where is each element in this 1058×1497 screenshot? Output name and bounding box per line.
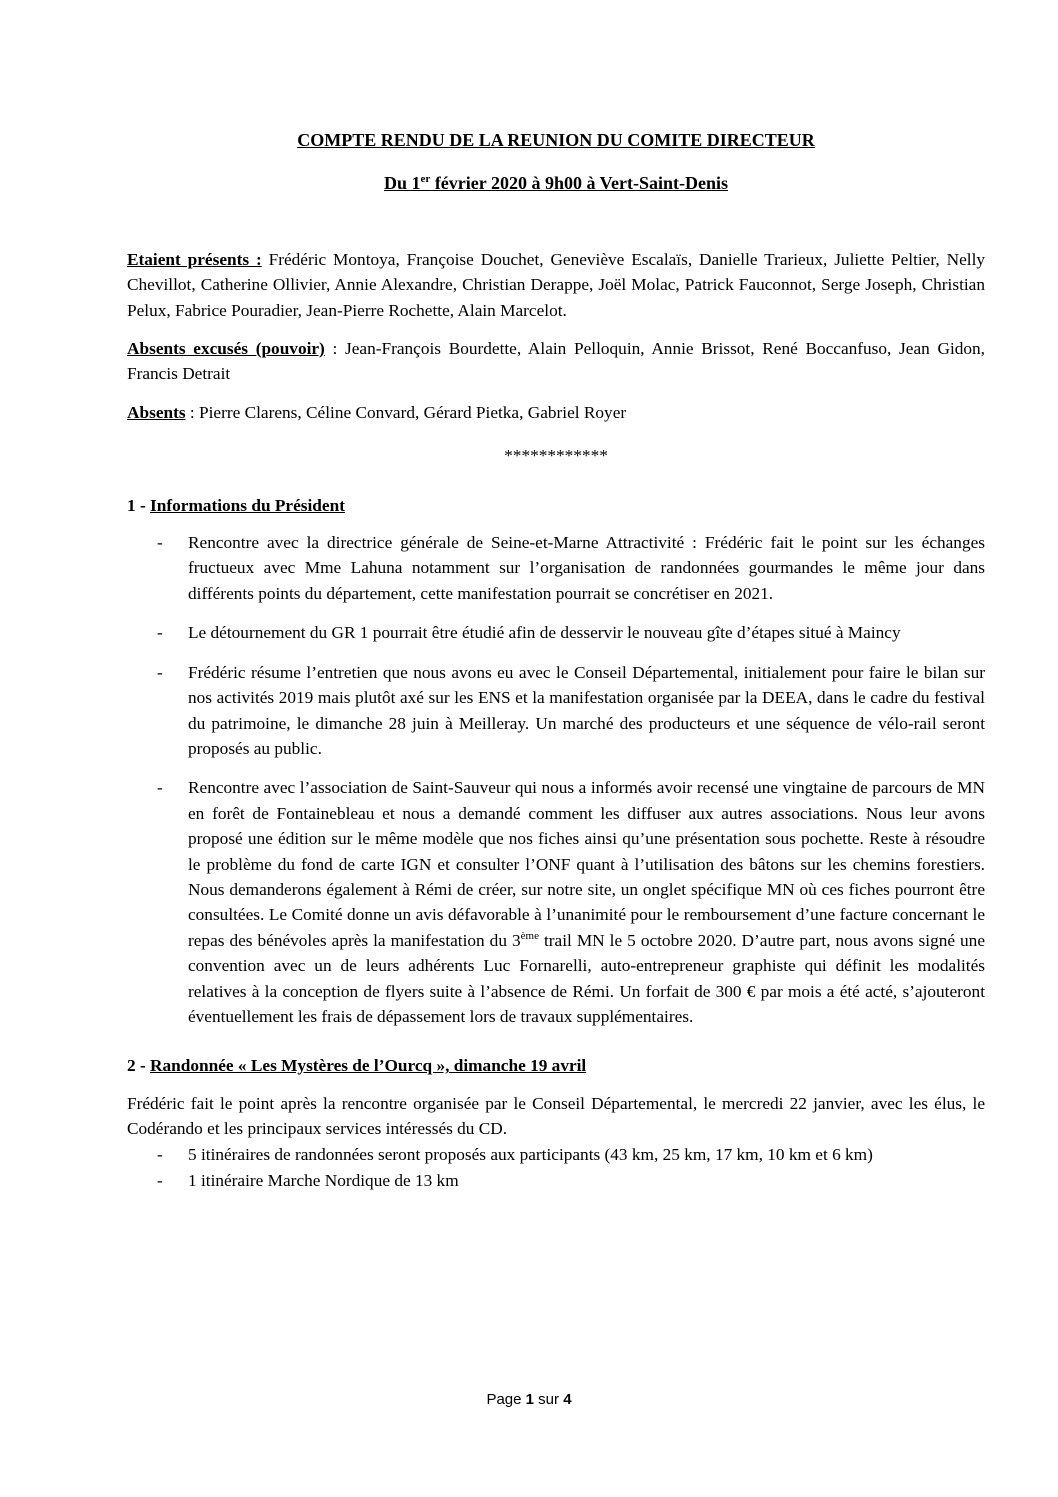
present-paragraph — [127, 247, 985, 323]
subtitle-superscript: er — [420, 173, 431, 186]
ordinal-superscript: ème — [520, 929, 539, 942]
document-title: COMPTE RENDU DE LA REUNION DU COMITE DIRECTEUR — [297, 130, 815, 150]
absent-label: Absents — [127, 402, 186, 422]
footer-page-word: Page — [486, 1391, 526, 1408]
section-2-title: Randonnée « Les Mystères de l’Ourcq », dimanche 19 avril — [150, 1056, 587, 1076]
bullet-dash: - — [157, 662, 163, 682]
section-2-number: 2 - — [127, 1056, 151, 1076]
present-list: Frédéric Montoya, Françoise Douchet, Geneviève Escalaïs, Danielle Trarieux, Juliette Peltier, Nelly Chevillot, Catherine Ollivier, Annie Alexandre, Christian Derappe, Joël Molac, Patrick Fauconnot, Serge Joseph, Christian Pelux, Fabrice Pouradier, Jean-Pierre Rochette, Alain Marcelot. — [127, 249, 986, 320]
excused-paragraph — [127, 336, 985, 387]
list-item-text: 5 itinéraires de randonnées seront proposés aux participants (43 km, 25 km, 17 km, 10 km et 6 km) — [188, 1144, 873, 1164]
section-1-heading — [127, 493, 985, 518]
list-item-text: Frédéric résume l’entretien que nous avons eu avec le Conseil Départemental, initialement pour faire le bilan sur nos activités 2019 mais plutôt axé sur les ENS et la manifestation organisée par la DEEA, dans le cadre du festival du patrimoine, le dimanche 28 juin à Meilleray. Un marché des producteurs et une séquence de vélo-rail seront proposés au public. — [188, 662, 985, 758]
footer-page-total: 4 — [563, 1391, 572, 1408]
bullet-dash: - — [157, 778, 163, 798]
bullet-dash: - — [157, 1144, 163, 1164]
list-item — [127, 775, 985, 1029]
separator: ************ — [504, 446, 608, 466]
footer-page-current: 1 — [525, 1391, 534, 1408]
document-subtitle — [127, 171, 985, 196]
list-item-text: 1 itinéraire Marche Nordique de 13 km — [188, 1171, 459, 1190]
list-item — [127, 660, 985, 762]
excused-list: : Jean-François Bourdette, Alain Pelloquin, Annie Brissot, René Boccanfuso, Jean Gidon, Francis Detrait — [127, 339, 985, 384]
attendance-block — [127, 247, 985, 425]
absent-paragraph — [127, 400, 985, 425]
list-item — [127, 530, 985, 606]
list-item-text: Rencontre avec la directrice générale de Seine-et-Marne Attractivité : Frédéric fait le point sur les échanges fructueux avec Mme Lahuna notamment sur l’organisation de randonnées gourmandes le même jour dans différents points du département, cette manifestation pourrait se concrétiser en 2021. — [188, 533, 985, 603]
list-item-text: Le détournement du GR 1 pourrait être étudié afin de desservir le nouveau gîte d’étapes situé à Maincy — [188, 623, 901, 643]
present-label: Etaient présents : — [127, 249, 262, 269]
excused-label: Absents excusés (pouvoir) — [127, 339, 325, 359]
section-1-title: Informations du Président — [150, 495, 345, 515]
footer-of-word: sur — [534, 1391, 564, 1408]
section-2-intro: Frédéric fait le point après la rencontre organisée par le Conseil Départemental, le mercredi 22 janvier, avec les élus, le Codérando et les principaux services intéressés du CD. — [127, 1093, 985, 1139]
section-2-list — [127, 1142, 985, 1194]
list-item-text: Rencontre avec l’association de Saint-Sauveur qui nous a informés avoir recensé une vingtaine de parcours de MN en forêt de Fontainebleau et nous a demandé comment les diffuser aux autres associations. Nous leur avons proposé une édition sur le même modèle que nos fiches ainsi qu’une présentation sous pochette. Reste à résoudre le problème du fond de carte IGN et consulter l’ONF quant à l’utilisation des bâtons sur les chemins forestiers. Nous demanderons également à Rémi de créer, sur notre site, un onglet spécifique MN où ces fiches pourront être consultées. Le Comité donne un avis défavorable à l’unanimité pour le remboursement d’une facture concernant le repas des bénévoles après la manifestation du 3 — [188, 778, 985, 950]
subtitle-start: Du 1 — [384, 173, 421, 194]
section-1-list — [127, 530, 985, 1029]
bullet-dash: - — [157, 1171, 163, 1190]
absent-list: : Pierre Clarens, Céline Convard, Gérard Pietka, Gabriel Royer — [185, 402, 627, 422]
page-footer — [0, 1391, 1058, 1408]
list-item — [127, 1142, 985, 1167]
bullet-dash: - — [157, 533, 163, 553]
list-item-text-continued: trail MN le 5 octobre 2020. D’autre part, nous avons signé une convention avec un de leurs adhérents Luc Fornarelli, auto-entrepreneur graphiste qui définit les modalités relatives à la conception de flyers suite à l’absence de Rémi. Un forfait de 300 € par mois a été acté, s’ajouteront éventuellement les frais de dépassement lors de travaux supplémentaires. — [188, 930, 985, 1026]
subtitle-end: février 2020 à 9h00 à Vert-Saint-Denis — [430, 173, 728, 194]
bullet-dash: - — [157, 623, 163, 643]
document-content — [127, 128, 985, 1194]
list-item — [127, 620, 985, 645]
list-item — [127, 1168, 985, 1193]
section-2-heading — [127, 1053, 985, 1078]
section-1-number: 1 - — [127, 495, 151, 515]
